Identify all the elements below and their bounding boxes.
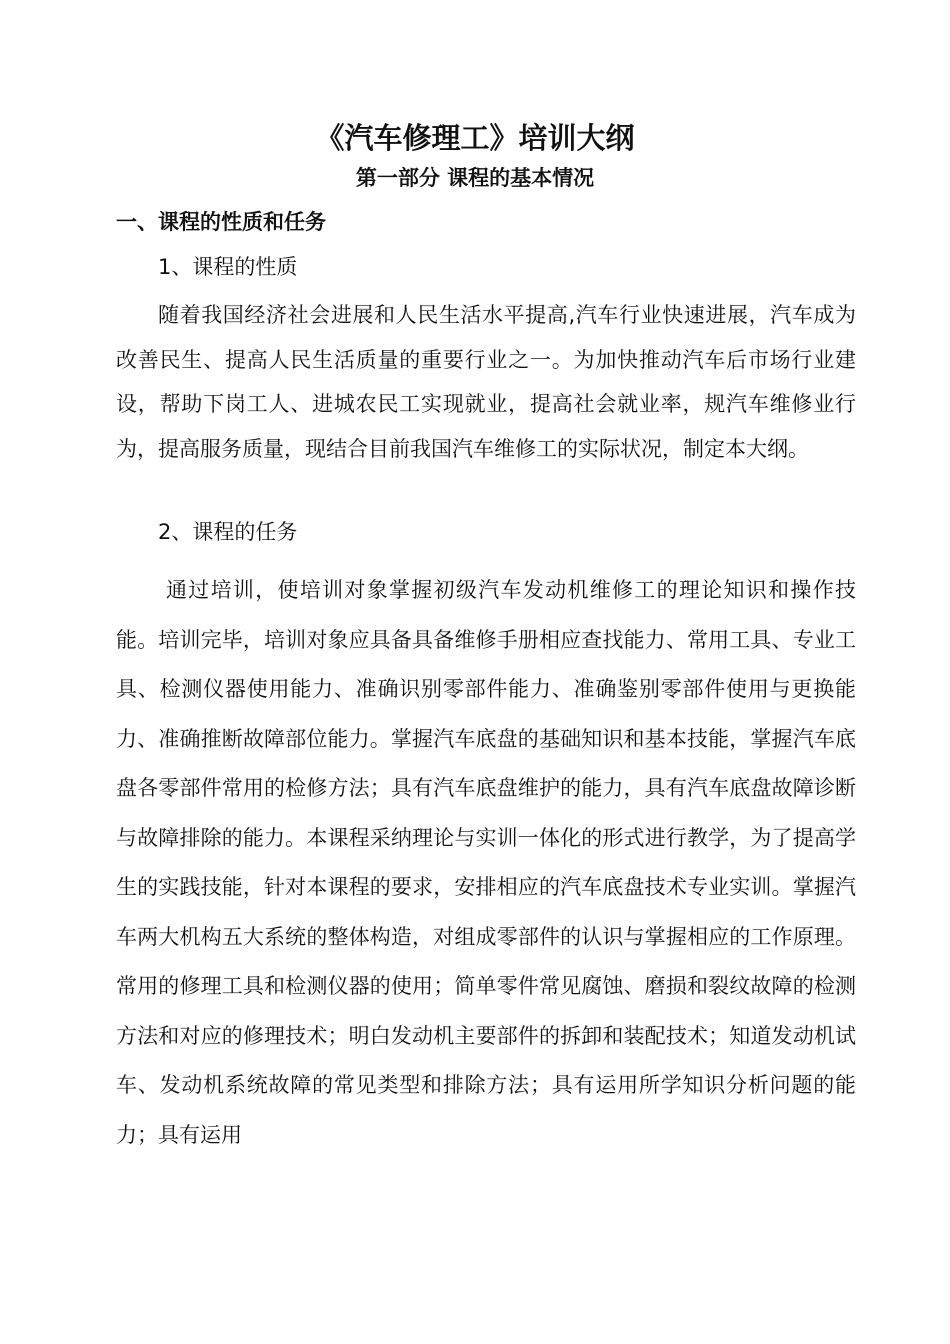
subheading-course-nature: 1、课程的性质 [158,255,298,279]
paragraph-course-nature: 随着我国经济社会进展和人民生活水平提高,汽车行业快速进展，汽车成为改善民生、提高人民生活质量的重要行业之一。为加快推动汽车后市场行业建设，帮助下岗工人、进城农民工实现就业，提高社会就业率，规汽车维修业行为，提高服务质量，现结合目前我国汽车维修工的实际状况，制定本大纲。 [116,303,856,461]
document-title: 《汽车修理工》培训大纲 [315,121,635,155]
paragraph-course-tasks: 通过培训，使培训对象掌握初级汽车发动机维修工的理论知识和操作技能。培训完毕，培训对象应具备具备维修手册相应查找能力、常用工具、专业工具、检测仪器使用能力、准确识别零部件能力、准确鉴别零部件使用与更换能力、准确推断故障部位能力。掌握汽车底盘的基础知识和基本技能，掌握汽车底盘各零部件常用的检修方法；具有汽车底盘维护的能力，具有汽车底盘故障诊断与故障排除的能力。本课程采纳理论与实训一体化的形式进行教学，为了提高学生的实践技能，针对本课程的要求，安排相应的汽车底盘技术专业实训。掌握汽车两大机构五大系统的整体构造，对组成零部件的认识与掌握相应的工作原理。常用的修理工具和检测仪器的使用；简单零件常见腐蚀、磨损和裂纹故障的检测方法和对应的修理技术；明白发动机主要部件的拆卸和装配技术；知道发动机试车、发动机系统故障的常见类型和排除方法；具有运用所学知识分析问题的能力；具有运用 [116,578,856,1147]
subheading-course-tasks: 2、课程的任务 [158,520,298,544]
part-subtitle: 第一部分 课程的基本情况 [355,166,595,190]
section-heading: 一、课程的性质和任务 [116,210,326,234]
